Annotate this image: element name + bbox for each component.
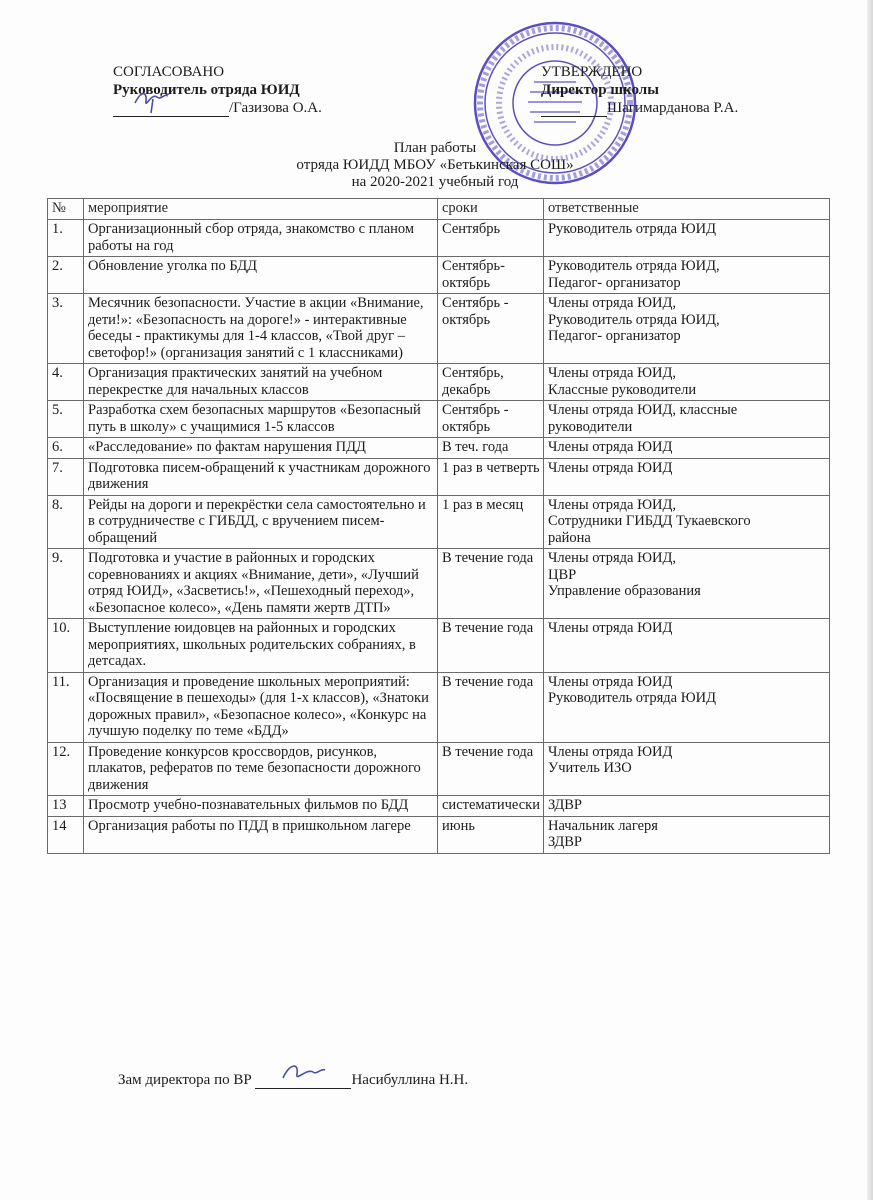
- responsible-line: руководители: [547, 418, 633, 435]
- table-row: [48, 401, 830, 438]
- title-line-1: План работы: [393, 140, 477, 156]
- row-number: 11.: [48, 672, 84, 742]
- responsible-line: Члены отряда ЮИД: [547, 673, 673, 690]
- header-responsible: ответственные: [543, 199, 829, 220]
- responsible-line: Члены отряда ЮИД,: [547, 365, 677, 381]
- row-dates: Сентябрь - октябрь: [438, 294, 544, 364]
- agreed-role: Руководитель отряда ЮИД: [113, 82, 300, 98]
- row-event: Подготовка и участие в районных и городских соревнованиях и акциях «Внимание, дети», «Лучший отряд ЮИД», «Засветись!», «Пешеходный переход», «Безопасное колесо», «День памяти жертв ДТП»: [84, 549, 438, 619]
- row-responsible: [543, 495, 829, 549]
- footer-name: Насибуллина Н.Н.: [351, 1072, 469, 1088]
- table-row: [48, 495, 830, 549]
- responsible-line: Учитель ИЗО: [547, 760, 632, 776]
- header-dates: сроки: [438, 199, 544, 220]
- responsible-line: Члены отряда ЮИД,: [547, 295, 677, 311]
- approved-signature: [541, 99, 607, 117]
- responsible-line: Члены отряда ЮИД: [547, 743, 673, 760]
- row-number: 10.: [48, 619, 84, 673]
- responsible-line: Педагог- организатор: [547, 274, 681, 291]
- row-responsible: [543, 257, 829, 294]
- row-dates: В течение года: [438, 549, 544, 619]
- table-row: [48, 438, 830, 459]
- table-row: [48, 364, 830, 401]
- table-row: [48, 796, 830, 817]
- responsible-line: Руководитель отряда ЮИД: [547, 221, 717, 237]
- responsible-line: Руководитель отряда ЮИД,: [547, 258, 720, 274]
- row-event: Месячник безопасности. Участие в акции «Внимание, дети!»: «Безопасность на дороге!» - интерактивные беседы - практикумы для 1-4 классов, «Твой друг – светофор!» (организация занятий с 1 классниками): [84, 294, 438, 364]
- header-event: мероприятие: [84, 199, 438, 220]
- approved-name: Шагимарданова Р.А.: [607, 100, 739, 116]
- responsible-line: района: [547, 529, 591, 546]
- table-header-row: [48, 199, 830, 220]
- row-dates: Сентябрь - октябрь: [438, 401, 544, 438]
- row-number: 12.: [48, 742, 84, 796]
- responsible-line: Члены отряда ЮИД: [547, 459, 673, 476]
- row-dates: Сентябрь: [438, 220, 544, 257]
- responsible-line: Управление образования: [547, 583, 701, 599]
- responsible-line: Члены отряда ЮИД: [547, 439, 673, 455]
- row-responsible: [543, 796, 829, 817]
- row-responsible: [543, 549, 829, 619]
- footer-signature-blank: [255, 1072, 351, 1089]
- row-responsible: [543, 742, 829, 796]
- responsible-line: Члены отряда ЮИД,: [547, 496, 677, 513]
- approved-label: УТВЕРЖДЕНО: [541, 64, 643, 80]
- row-number: 9.: [48, 549, 84, 619]
- row-responsible: [543, 816, 829, 853]
- row-number: 1.: [48, 220, 84, 257]
- row-event: Подготовка писем-обращений к участникам дорожного движения: [84, 458, 438, 495]
- responsible-line: Начальник лагеря: [547, 817, 658, 834]
- table-row: [48, 619, 830, 673]
- agreed-signature: [113, 99, 229, 117]
- table-row: [48, 220, 830, 257]
- table-body: [48, 220, 830, 854]
- table-row: [48, 458, 830, 495]
- row-dates: 1 раз в месяц: [438, 495, 544, 549]
- row-event: Рейды на дороги и перекрёстки села самостоятельно и в сотрудничестве с ГИБДД, с вручением писем-обращений: [84, 495, 438, 549]
- row-number: 7.: [48, 458, 84, 495]
- page-edge-shadow: [867, 0, 873, 1200]
- responsible-line: ЗДВР: [547, 797, 582, 813]
- row-responsible: [543, 672, 829, 742]
- document-title: [200, 140, 670, 191]
- row-number: 4.: [48, 364, 84, 401]
- row-event: Проведение конкурсов кроссвордов, рисунков, плакатов, рефератов по теме безопасности дорожного движения: [84, 742, 438, 796]
- responsible-line: Классные руководители: [547, 381, 697, 398]
- signature-scribble-icon: [113, 85, 193, 115]
- responsible-line: Руководитель отряда ЮИД,: [547, 311, 720, 328]
- title-line-3: на 2020-2021 учебный год: [351, 174, 519, 190]
- row-dates: 1 раз в четверть: [438, 458, 544, 495]
- row-event: Организация и проведение школьных мероприятий: «Посвящение в пешеходы» (для 1-х классов), «Знатоки дорожных правил», «Безопасное колесо», «Конкурс на лучшую поделку по теме «БДД»: [84, 672, 438, 742]
- table-row: [48, 257, 830, 294]
- row-dates: июнь: [438, 816, 544, 853]
- responsible-line: ЗДВР: [547, 834, 582, 850]
- approved-signature-line: [541, 99, 841, 117]
- table-row: [48, 816, 830, 853]
- agreed-name: /Газизова О.А.: [229, 100, 322, 116]
- row-event: Организационный сбор отряда, знакомство с планом работы на год: [84, 220, 438, 257]
- responsible-line: Руководитель отряда ЮИД: [547, 690, 717, 706]
- row-dates: систематически: [438, 796, 544, 817]
- title-line-2: отряда ЮИДД МБОУ «Бетькинская СОШ»: [296, 157, 574, 173]
- row-number: 5.: [48, 401, 84, 438]
- row-event: Выступление юидовцев на районных и городских мероприятиях, школьных родительских собраниях, в детсадах.: [84, 619, 438, 673]
- row-dates: В теч. года: [438, 438, 544, 459]
- row-number: 6.: [48, 438, 84, 459]
- responsible-line: Сотрудники ГИБДД Тукаевского: [547, 513, 751, 529]
- row-dates: Сентябрь, декабрь: [438, 364, 544, 401]
- row-event: Организация работы по ПДД в пришкольном лагере: [84, 816, 438, 853]
- row-number: 14: [48, 816, 84, 853]
- table-row: [48, 742, 830, 796]
- table-row: [48, 672, 830, 742]
- responsible-line: Педагог- организатор: [547, 328, 681, 344]
- row-event: «Расследование» по фактам нарушения ПДД: [84, 438, 438, 459]
- approved-role: Директор школы: [541, 82, 659, 98]
- row-responsible: [543, 458, 829, 495]
- row-responsible: [543, 294, 829, 364]
- table-row: [48, 294, 830, 364]
- table-row: [48, 549, 830, 619]
- row-dates: В течение года: [438, 619, 544, 673]
- row-number: 13: [48, 796, 84, 817]
- row-responsible: [543, 401, 829, 438]
- row-dates: Сентябрь-октябрь: [438, 257, 544, 294]
- row-number: 3.: [48, 294, 84, 364]
- row-dates: В течение года: [438, 742, 544, 796]
- footer-signature: [118, 1072, 468, 1089]
- row-event: Организация практических занятий на учебном перекрестке для начальных классов: [84, 364, 438, 401]
- row-event: Разработка схем безопасных маршрутов «Безопасный путь в школу» с учащимися 1-5 классов: [84, 401, 438, 438]
- agreed-label: СОГЛАСОВАНО: [113, 64, 225, 80]
- signature-scribble-icon: [255, 1058, 351, 1088]
- agreed-signature-line: [113, 99, 373, 117]
- responsible-line: Члены отряда ЮИД, классные: [547, 402, 738, 418]
- plan-table: [47, 198, 830, 854]
- row-number: 2.: [48, 257, 84, 294]
- responsible-line: ЦВР: [547, 566, 577, 583]
- row-responsible: [543, 220, 829, 257]
- responsible-line: Члены отряда ЮИД,: [547, 550, 677, 566]
- row-responsible: [543, 438, 829, 459]
- header-number: №: [48, 199, 84, 220]
- row-event: Обновление уголка по БДД: [84, 257, 438, 294]
- approved-block: [541, 63, 841, 117]
- row-responsible: [543, 364, 829, 401]
- agreed-block: [113, 63, 373, 117]
- row-responsible: [543, 619, 829, 673]
- footer-role: Зам директора по ВР: [118, 1072, 252, 1088]
- row-dates: В течение года: [438, 672, 544, 742]
- responsible-line: Члены отряда ЮИД: [547, 620, 673, 636]
- row-number: 8.: [48, 495, 84, 549]
- row-event: Просмотр учебно-познавательных фильмов по БДД: [84, 796, 438, 817]
